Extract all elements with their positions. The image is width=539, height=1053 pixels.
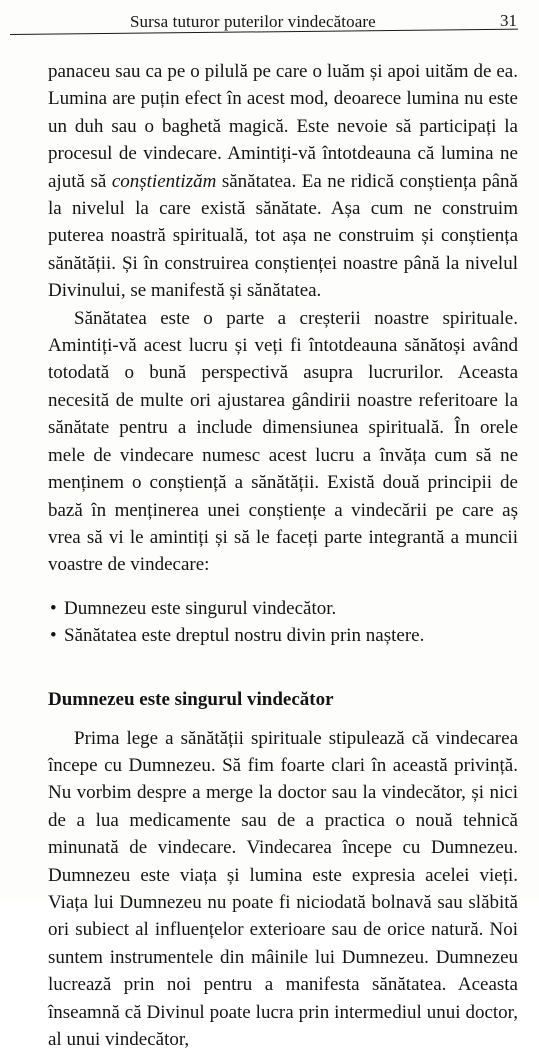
bullet-list xyxy=(48,595,518,650)
paragraph-continued xyxy=(48,58,518,305)
emphasized-word: conștientizăm xyxy=(111,170,217,192)
section-heading: Dumnezeu este singurul vindecător xyxy=(48,688,334,710)
bullet-icon: • xyxy=(50,625,57,647)
paragraph-text: Sănătatea este o parte a creșterii noastre spirituale. Amintiți-vă acest lucru și veți fi întotdeauna sănătoși având totodată o bună perspectivă asupra lucrurilor. Aceasta necesită de multe ori ajustarea gândirii noastre referitoare la sănătate pentru a include dimensiunea spirituală. În orele mele de vindecare numesc acest lucru a învăța cum să ne menținem o conștiență a sănătății. Există două principii de bază în menținerea unei conștiențe a vindecării pe care aș vrea să vi le amintiți și să le faceți parte integrantă a muncii voastre de vindecare: xyxy=(48,307,518,576)
list-item-text: Dumnezeu este singurul vindecător. xyxy=(64,597,337,619)
running-head-title: Sursa tuturor puterilor vindecătoare xyxy=(130,12,376,31)
paragraph-text: panaceu sau ca pe o pilulă pe care o luăm și apoi uităm de ea. Lumina are puțin efect în acest mod, deoarece lumina nu este un duh sau o baghetă magică. Este nevoie să participați la procesul de vindecare. Amintiți-vă întotdeauna că lumina ne ajută să xyxy=(48,61,518,192)
bullet-icon: • xyxy=(50,597,57,619)
page-number: 31 xyxy=(500,11,517,30)
paragraph-text: Prima lege a sănătății spirituale stipulează că vindecarea începe cu Dumnezeu. Să fim foarte clari în această privință. Nu vorbim despre a merge la doctor sau la vindecător, și nici de a lua medicamente sau de a practica o nouă tehnică minunată de vindecare. Vindecarea începe cu Dumnezeu. Dumnezeu este viața și lumina este expresia acelei vieți. Viața lui Dumnezeu nu poate fi niciodată bolnavă sau slăbită ori subiect al influențelor exterioare sau de orice natură. Noi suntem instrumentele din mâinile lui Dumnezeu. Dumnezeu lucrează prin noi pentru a manifesta sănătatea. Aceasta înseamnă că Divinul poate lucra prin intermediul unui doctor, al unui vindecător, xyxy=(48,727,518,1050)
page-body xyxy=(48,54,518,1053)
paragraph-text: sănătatea. Ea ne ridică conștiența până la nivelul la care există sănătate. Așa cum ne construim puterea noastră spirituală, tot așa ne construim și conștiența sănătății. Și în construirea conștienței noastre până la nivelul Divinului, se manifestă și sănătatea. xyxy=(48,170,518,302)
paragraph xyxy=(48,305,518,579)
list-item-text: Sănătatea este dreptul nostru divin prin naștere. xyxy=(64,625,425,647)
list-item xyxy=(50,622,518,649)
list-item xyxy=(50,595,518,622)
paragraph xyxy=(48,725,518,1053)
